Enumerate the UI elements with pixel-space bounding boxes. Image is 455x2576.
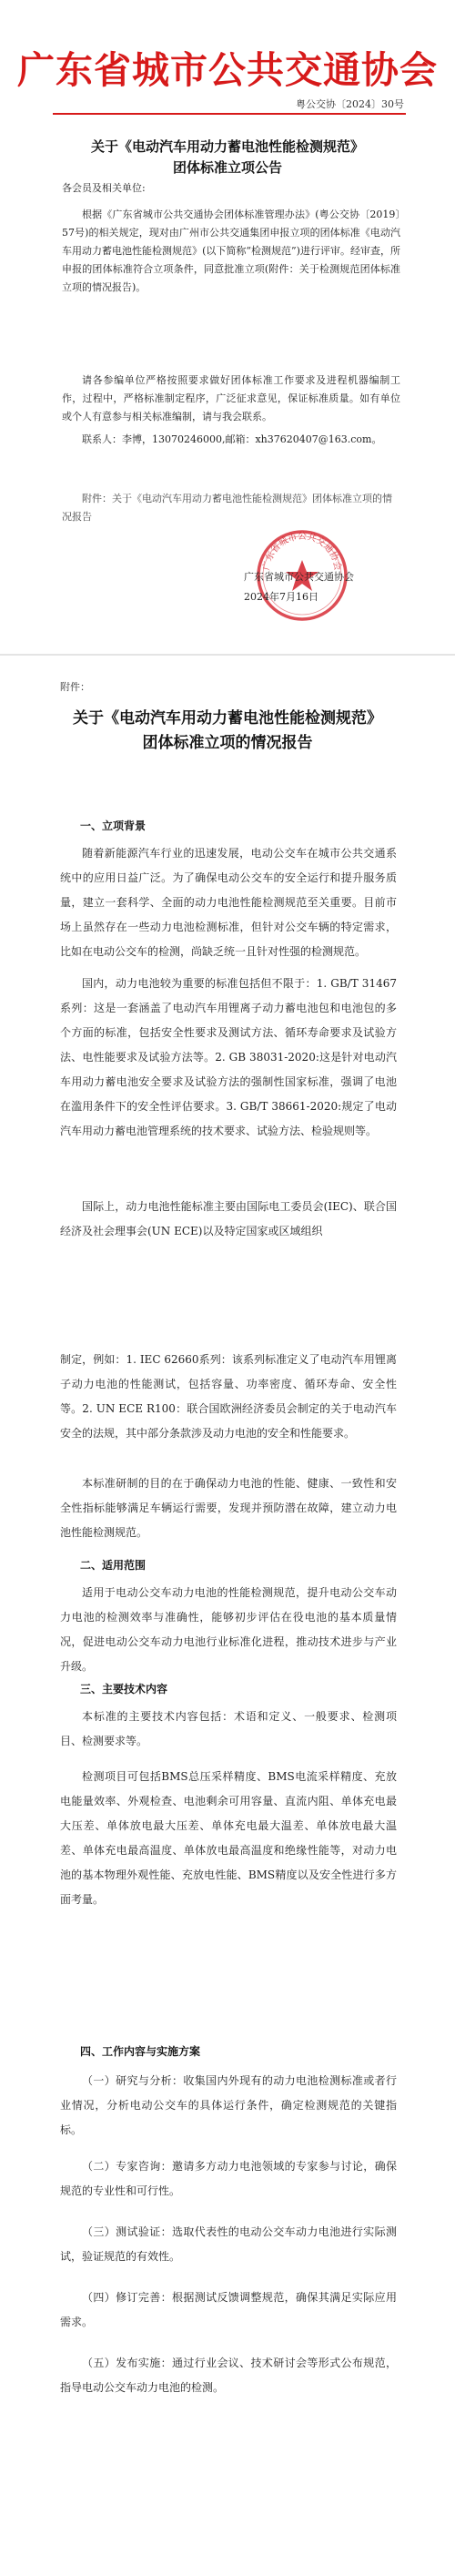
notice-paragraph-2: 请各参编单位严格按照要求做好团体标准工作要求及进程机器编制工作，过程中，严格标准制定程序，广泛征求意见，保证标准质量。如有单位或个人有意参与相关标准编制，请与我会联系。 [62,374,400,423]
section-4-paragraph-3: （三）测试验证：选取代表性的电动公交车动力电池进行实际测试，验证规范的有效性。 [60,2225,397,2263]
attachment-label: 附件： [60,681,90,693]
section-1-paragraph-4: 制定，例如：1. IEC 62660系列：该系列标准定义了电动汽车用锂离子动力电池的性能测试，包括容量、功率密度、循环寿命、安全性等。2. UN ECE R100：联合国欧洲经济委员会制定的关于电动汽车安全的法规，其中部分条款涉及动力电池的安全和性能要求。 [60,1353,397,1440]
attachment-note: 附件：关于《电动汽车用动力蓄电池性能检测规范》团体标准立项的情况报告 [62,493,392,523]
section-3-paragraph-1: 本标准的主要技术内容包括：术语和定义、一般要求、检测项目、检测要求等。 [60,1710,397,1747]
notice-title [0,137,455,178]
section-heading-3: 三、主要技术内容 [80,1683,168,1695]
salutation: 各会员及相关单位: [62,182,146,194]
section-2-paragraph-1: 适用于电动公交车动力电池的性能检测规范，提升电动公交车动力电池的检测效率与准确性，能够初步评估在役电池的基本质量情况，促进电动公交车动力电池行业标准化进程，推动技术进步与产业升级。 [60,1586,397,1673]
section-heading-1: 一、立项背景 [80,820,147,832]
notice-paragraph-1: 根据《广东省城市公共交通协会团体标准管理办法》(粤公交协〔2019〕57号)的相关规定，现对由广州市公共交通集团申报立项的团体标准《电动汽车用动力蓄电池性能检测规范》(以下简称“检测规范”)进行评审。经审查，所申报的团体标准符合立项条件，同意批准立项(附件：关于检测规范团体标准立项的情况报告)。 [62,209,400,293]
svg-text:广东省城市公共交通协会: 广东省城市公共交通协会 [261,532,343,572]
section-3-paragraph-2: 检测项目可包括BMS总压采样精度、BMS电流采样精度、充放电能量效率、外观检查、电池剩余可用容量、直流内阻、单体充电最大压差、单体放电最大压差、单体充电最大温差、单体放电最大温差、单体充电最高温度、单体放电最高温度和绝缘性能等，对动力电池的基本物理外观性能、充放电性能、BMS精度以及安全性进行多方面考量。 [60,1770,397,1906]
red-divider-line [53,113,406,115]
section-1-paragraph-1: 随着新能源汽车行业的迅速发展，电动公交车在城市公共交通系统中的应用日益广泛。为了确保电动公交车的安全运行和提升服务质量，建立一套科学、全面的动力电池性能检测规范至关重要。目前市场上虽然存在一些动力电池检测标准，但针对公交车辆的特定需求，比如在电动公交车的检测，尚缺乏统一且针对性强的检测规范。 [60,847,397,958]
report-title-line1: 关于《电动汽车用动力蓄电池性能检测规范》 [73,709,382,728]
report-page [0,656,455,2576]
section-heading-4: 四、工作内容与实施方案 [80,2045,201,2058]
notice-title-line1: 关于《电动汽车用动力蓄电池性能检测规范》 [90,138,364,155]
section-heading-2: 二、适用范围 [80,1559,147,1572]
section-4-paragraph-1: （一）研究与分析：收集国内外现有的动力电池检测标准或者行业情况，分析电动公交车的具体运行条件，确定检测规范的关键指标。 [60,2074,397,2136]
section-4-paragraph-5: （五）发布实施：通过行业会议、技术研讨会等形式公布规范，指导电动公交车动力电池的检测。 [60,2357,397,2394]
report-title-line2: 团体标准立项的情况报告 [142,734,313,752]
section-4-paragraph-2: （二）专家咨询：邀请多方动力电池领域的专家参与讨论，确保规范的专业性和可行性。 [60,2160,397,2197]
notice-page [0,0,455,656]
section-4-paragraph-4: （四）修订完善：根据测试反馈调整规范，确保其满足实际应用需求。 [60,2291,397,2328]
report-title [0,707,455,756]
section-1-paragraph-5: 本标准研制的目的在于确保动力电池的性能、健康、一致性和安全性指标能够满足车辆运行需要，发现并预防潜在故障，建立动力电池性能检测规范。 [60,1477,397,1539]
section-1-paragraph-3: 国际上，动力电池性能标准主要由国际电工委员会(IEC)、联合国经济及社会理事会(UN ECE)以及特定国家或区域组织 [60,1200,397,1237]
notice-title-line2: 团体标准立项公告 [172,159,282,176]
document-number: 粤公交协〔2024〕30号 [296,98,404,110]
section-1-paragraph-2: 国内，动力电池较为重要的标准包括但不限于：1. GB/T 31467 系列：这是一套涵盖了电动汽车用锂离子动力蓄电池包和电池包的多个方面的标准，包括安全性要求及测试方法、循环寿命要求及试验方法、电性能要求及试验方法等。2. GB 38031-2020:这是针对电动汽车用动力蓄电池安全要求及试验方法的强制性国家标准，强调了电池在滥用条件下的安全性评估要求。3. GB/T 38661-2020:规定了电动汽车用动力蓄电池管理系统的技术要求、试验方法、检验规则等。 [60,977,397,1137]
signing-organization: 广东省城市公共交通协会 [244,571,354,583]
contact-info: 联系人：李博，13070246000,邮箱：xh37620407@163.com。 [82,433,382,445]
org-banner: 广东省城市公共交通协会 [17,48,438,92]
signing-date: 2024年7月16日 [244,591,318,603]
